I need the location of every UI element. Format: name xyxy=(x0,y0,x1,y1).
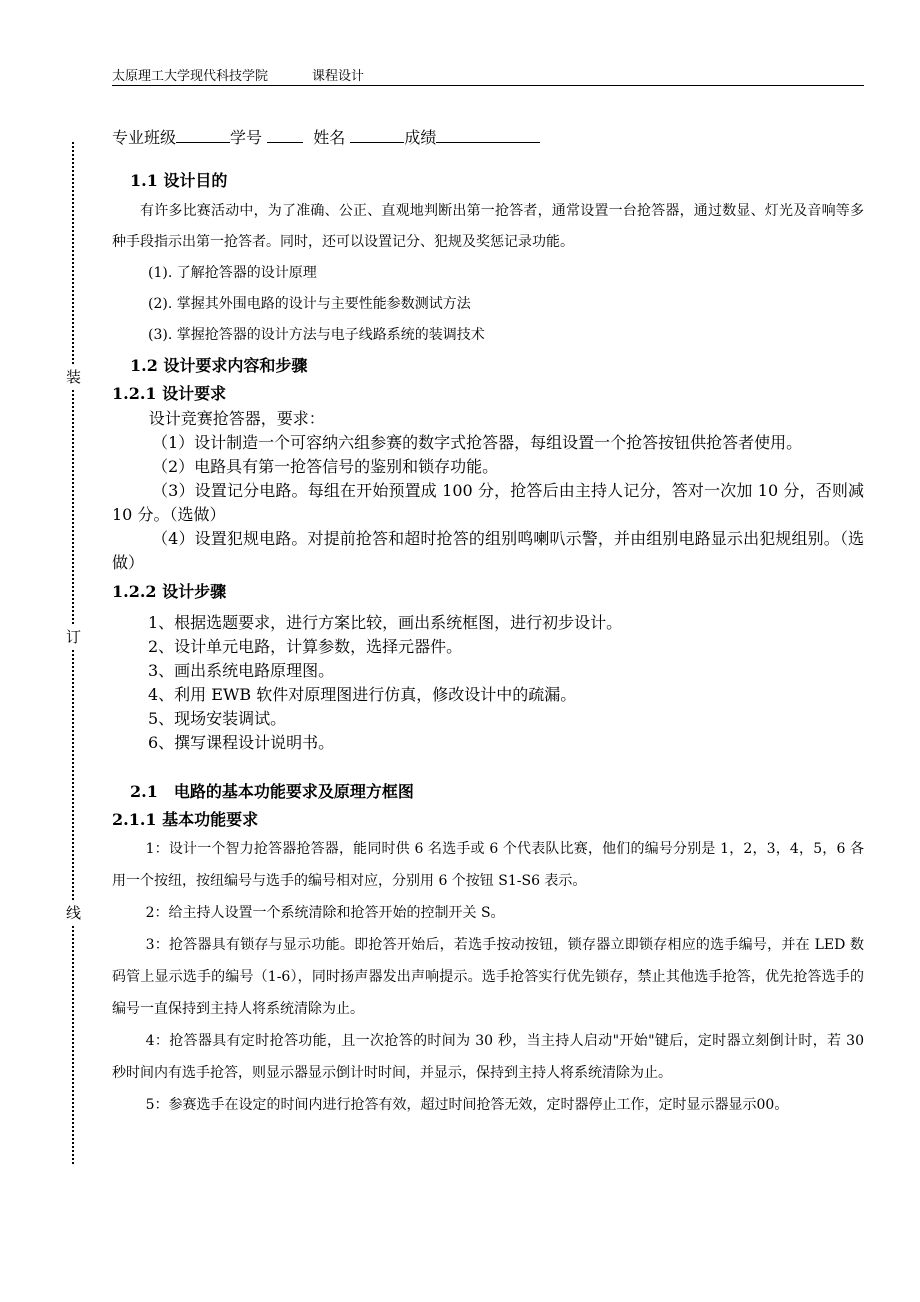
purpose-item: (3). 掌握抢答器的设计方法与电子线路系统的装调技术 xyxy=(148,327,485,343)
student-id-label: 学号 xyxy=(230,128,263,147)
binding-mark-xian: 线 xyxy=(66,904,82,922)
step-item: 1、根据选题要求，进行方案比较，画出系统框图，进行初步设计。 xyxy=(148,613,623,632)
header-school: 太原理工大学现代科技学院 xyxy=(112,69,269,84)
function-item: 5：参赛选手在设定的时间内进行抢答有效，超过时间抢答无效，定时器停止工作，定时显示器显示00。 xyxy=(145,1097,789,1113)
header-course: 课程设计 xyxy=(312,69,365,84)
requirement-item: （4）设置犯规电路。对提前抢答和超时抢答的组别鸣喇叭示警，并由组别电路显示出犯规组别。（选做） xyxy=(112,529,864,572)
document-body xyxy=(112,125,864,1121)
name-label: 姓名 xyxy=(313,128,346,147)
score-blank xyxy=(436,126,540,143)
function-item: 1：设计一个智力抢答器抢答器，能同时供 6 名选手或 6 个代表队比赛，他们的编号分别是 1，2，3，4，5，6 各用一个按纽，按纽编号与选手的编号相对应，分别用 6 个按钮 S1-S6 表示。 xyxy=(112,841,864,889)
major-class-blank xyxy=(176,126,230,143)
section-2-1-title: 2.1 电路的基本功能要求及原理方框图 xyxy=(130,782,414,801)
purpose-item: (2). 掌握其外围电路的设计与主要性能参数测试方法 xyxy=(148,296,471,312)
binding-mark-zhuang: 装 xyxy=(66,368,82,386)
section-1-2-2-title: 1.2.2 设计步骤 xyxy=(112,582,227,601)
student-info-line xyxy=(112,125,864,148)
section-1-1-title: 1.1 设计目的 xyxy=(130,171,228,190)
purpose-item: (1). 了解抢答器的设计原理 xyxy=(148,265,317,281)
major-class-label: 专业班级 xyxy=(112,128,177,147)
function-item: 3：抢答器具有锁存与显示功能。即抢答开始后，若选手按动按钮，锁存器立即锁存相应的选手编号，并在 LED 数码管上显示选手的编号（1-6），同时扬声器发出声响提示。选手抢答实行优先锁存，禁止其他选手抢答，优先抢答选手的编号一直保持到主持人将系统清除为止。 xyxy=(112,937,864,1017)
binding-mark-ding: 订 xyxy=(66,628,82,646)
step-item: 3、画出系统电路原理图。 xyxy=(148,661,335,680)
binding-dotted-line xyxy=(72,142,74,1164)
function-item: 4：抢答器具有定时抢答功能，且一次抢答的时间为 30 秒，当主持人启动"开始"键后，定时器立刻倒计时，若 30 秒时间内有选手抢答，则显示器显示倒计时时间，并显示，保持到主持人将系统清除为止。 xyxy=(112,1033,864,1081)
step-item: 6、撰写课程设计说明书。 xyxy=(148,733,335,752)
student-id-blank xyxy=(267,126,303,143)
section-1-2-title: 1.2 设计要求内容和步骤 xyxy=(130,356,308,375)
score-label: 成绩 xyxy=(404,128,437,147)
name-blank xyxy=(350,126,404,143)
section-1-1-paragraph: 有许多比赛活动中，为了准确、公正、直观地判断出第一抢答者，通常设置一台抢答器，通过数显、灯光及音响等多种手段指示出第一抢答者。同时，还可以设置记分、犯规及奖惩记录功能。 xyxy=(112,203,864,250)
requirement-item: （1）设计制造一个可容纳六组参赛的数字式抢答器，每组设置一个抢答按钮供抢答者使用。 xyxy=(152,433,803,452)
section-2-1-1-title: 2.1.1 基本功能要求 xyxy=(112,810,259,829)
requirement-item: （2）电路具有第一抢答信号的鉴别和锁存功能。 xyxy=(152,457,499,476)
step-item: 2、设计单元电路，计算参数，选择元器件。 xyxy=(148,637,463,656)
step-item: 4、利用 EWB 软件对原理图进行仿真，修改设计中的疏漏。 xyxy=(148,685,577,704)
requirement-intro: 设计竞赛抢答器，要求： xyxy=(148,409,325,428)
page-header xyxy=(112,63,864,86)
function-item: 2：给主持人设置一个系统清除和抢答开始的控制开关 S。 xyxy=(145,905,505,921)
step-item: 5、现场安装调试。 xyxy=(148,709,287,728)
requirement-item: （3）设置记分电路。每组在开始预置成 100 分，抢答后由主持人记分，答对一次加 10 分，否则减 10 分。（选做） xyxy=(112,481,864,524)
section-1-2-1-title: 1.2.1 设计要求 xyxy=(112,384,227,403)
